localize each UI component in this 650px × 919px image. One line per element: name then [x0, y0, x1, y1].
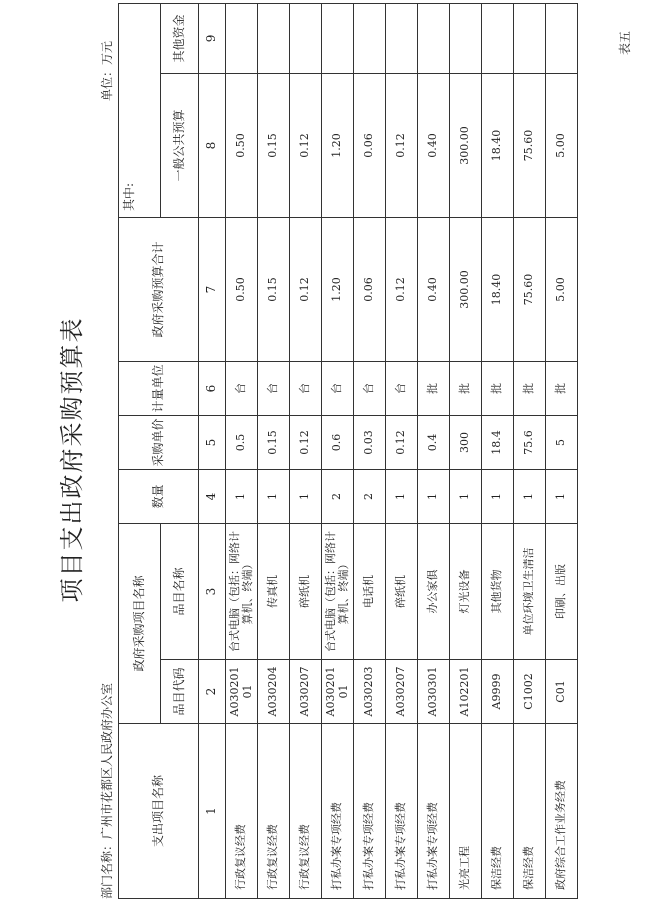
header-unit-price: 采购单价: [119, 415, 199, 469]
table-row: [258, 3, 290, 898]
cell-item-code: A030201​01: [226, 660, 258, 724]
cell-measure-unit: 台: [354, 361, 386, 415]
cell-budget-total: 0.50: [226, 217, 258, 361]
cell-item-title: 印刷、出版: [546, 523, 578, 659]
table-row: [514, 3, 546, 898]
column-number: 9: [199, 3, 226, 73]
cell-budget-total: 75.60: [514, 217, 546, 361]
cell-item-name: 打私办案专项经费: [322, 724, 354, 899]
header-quantity: 数量: [119, 469, 199, 523]
cell-item-title: 办公家俱: [418, 523, 450, 659]
cell-unit-price: 300: [450, 415, 482, 469]
cell-item-title: 电话机: [354, 523, 386, 659]
header-of-which: 其中:: [119, 3, 161, 217]
cell-general-budget: 1.20: [322, 73, 354, 217]
cell-item-code: A030204: [258, 660, 290, 724]
table-row: [482, 3, 514, 898]
cell-unit-price: 0.6: [322, 415, 354, 469]
header-general-budget: 一般公共预算: [161, 73, 199, 217]
cell-budget-total: 0.15: [258, 217, 290, 361]
cell-budget-total: 0.06: [354, 217, 386, 361]
department-name: 部门名称：广州市花都区人民政府办公室: [100, 682, 114, 899]
cell-budget-total: 0.12: [386, 217, 418, 361]
cell-other-funds: [290, 3, 322, 73]
cell-measure-unit: 批: [514, 361, 546, 415]
column-number: 3: [199, 523, 226, 659]
column-number: 2: [199, 660, 226, 724]
cell-measure-unit: 批: [418, 361, 450, 415]
header-item-title: 品目名称: [161, 523, 199, 659]
cell-item-code: A030301: [418, 660, 450, 724]
cell-measure-unit: 批: [546, 361, 578, 415]
cell-unit-price: 5: [546, 415, 578, 469]
cell-item-code: A030207: [290, 660, 322, 724]
cell-general-budget: 0.06: [354, 73, 386, 217]
cell-unit-price: 18.4: [482, 415, 514, 469]
cell-unit-price: 0.5: [226, 415, 258, 469]
cell-unit-price: 0.03: [354, 415, 386, 469]
cell-item-code: C01: [546, 660, 578, 724]
cell-other-funds: [482, 3, 514, 73]
cell-unit-price: 0.12: [386, 415, 418, 469]
header-item-code: 品目代码: [161, 660, 199, 724]
cell-item-name: 政府综合工作业务经费: [546, 724, 578, 899]
cell-budget-total: 0.40: [418, 217, 450, 361]
unit-label: 单位：万元: [100, 40, 114, 101]
cell-measure-unit: 台: [386, 361, 418, 415]
cell-quantity: 1: [514, 469, 546, 523]
header-budget-total: 政府采购预算合计: [119, 217, 199, 361]
table-row: [546, 3, 578, 898]
cell-item-code: A9999: [482, 660, 514, 724]
table-row: [418, 3, 450, 898]
cell-other-funds: [418, 3, 450, 73]
procurement-budget-table: [118, 3, 578, 899]
cell-unit-price: 75.6: [514, 415, 546, 469]
cell-item-title: 单位环境卫生清洁: [514, 523, 546, 659]
cell-budget-total: 5.00: [546, 217, 578, 361]
cell-measure-unit: 台: [226, 361, 258, 415]
cell-item-name: 打私办案专项经费: [386, 724, 418, 899]
column-number: 5: [199, 415, 226, 469]
cell-general-budget: 0.12: [290, 73, 322, 217]
cell-measure-unit: 台: [258, 361, 290, 415]
cell-budget-total: 18.40: [482, 217, 514, 361]
page-title: 项目支出政府采购预算表: [58, 316, 86, 603]
cell-item-name: 保洁经费: [514, 724, 546, 899]
cell-general-budget: 0.12: [386, 73, 418, 217]
column-number: 8: [199, 73, 226, 217]
cell-budget-total: 0.12: [290, 217, 322, 361]
cell-quantity: 1: [418, 469, 450, 523]
cell-budget-total: 1.20: [322, 217, 354, 361]
cell-item-title: 其他货物: [482, 523, 514, 659]
cell-measure-unit: 批: [450, 361, 482, 415]
cell-budget-total: 300.00: [450, 217, 482, 361]
cell-quantity: 2: [322, 469, 354, 523]
table-number-tag: 表五: [618, 30, 632, 55]
cell-item-title: 碎纸机: [386, 523, 418, 659]
cell-item-name: 打私办案专项经费: [418, 724, 450, 899]
header-item-name: 支出项目名称: [119, 724, 199, 899]
cell-quantity: 1: [386, 469, 418, 523]
header-measure-unit: 计量单位: [119, 361, 199, 415]
table-row: [450, 3, 482, 898]
table-row: [354, 3, 386, 898]
cell-quantity: 1: [450, 469, 482, 523]
cell-unit-price: 0.12: [290, 415, 322, 469]
cell-item-code: A030201​01: [322, 660, 354, 724]
table-row: [386, 3, 418, 898]
cell-quantity: 1: [546, 469, 578, 523]
cell-unit-price: 0.4: [418, 415, 450, 469]
cell-quantity: 1: [482, 469, 514, 523]
cell-other-funds: [546, 3, 578, 73]
cell-item-title: 传真机: [258, 523, 290, 659]
cell-unit-price: 0.15: [258, 415, 290, 469]
cell-measure-unit: 批: [482, 361, 514, 415]
header-procurement-group: 政府采购项目名称: [119, 523, 161, 723]
cell-general-budget: 300.00: [450, 73, 482, 217]
cell-measure-unit: 台: [322, 361, 354, 415]
cell-item-code: A030207: [386, 660, 418, 724]
cell-quantity: 1: [258, 469, 290, 523]
column-number-row: [199, 3, 226, 898]
cell-other-funds: [386, 3, 418, 73]
cell-item-code: A030203: [354, 660, 386, 724]
table-row: [226, 3, 258, 898]
table-body: [226, 3, 578, 898]
cell-item-name: 行政复议经费: [226, 724, 258, 899]
cell-item-name: 打私办案专项经费: [354, 724, 386, 899]
header-row-1: [119, 3, 161, 898]
cell-other-funds: [226, 3, 258, 73]
column-number: 4: [199, 469, 226, 523]
cell-item-title: 台式电脑（包括：网络计算机、终端）: [226, 523, 258, 659]
cell-item-name: 行政复议经费: [258, 724, 290, 899]
cell-item-code: A102201: [450, 660, 482, 724]
cell-general-budget: 5.00: [546, 73, 578, 217]
cell-quantity: 1: [226, 469, 258, 523]
cell-measure-unit: 台: [290, 361, 322, 415]
cell-item-title: 台式电脑（包括：网络计算机、终端）: [322, 523, 354, 659]
cell-item-title: 灯光设备: [450, 523, 482, 659]
cell-other-funds: [354, 3, 386, 73]
table-row: [322, 3, 354, 898]
cell-quantity: 2: [354, 469, 386, 523]
cell-other-funds: [514, 3, 546, 73]
cell-general-budget: 0.50: [226, 73, 258, 217]
cell-item-name: 行政复议经费: [290, 724, 322, 899]
cell-quantity: 1: [290, 469, 322, 523]
cell-item-name: 保洁经费: [482, 724, 514, 899]
cell-other-funds: [258, 3, 290, 73]
cell-item-name: 光亮工程: [450, 724, 482, 899]
column-number: 7: [199, 217, 226, 361]
cell-general-budget: 0.40: [418, 73, 450, 217]
cell-other-funds: [322, 3, 354, 73]
table-row: [290, 3, 322, 898]
cell-item-title: 碎纸机: [290, 523, 322, 659]
cell-general-budget: 75.60: [514, 73, 546, 217]
column-number: 6: [199, 361, 226, 415]
header-other-funds: 其他资金: [161, 3, 199, 73]
column-number: 1: [199, 724, 226, 899]
cell-other-funds: [450, 3, 482, 73]
cell-item-code: C1002: [514, 660, 546, 724]
cell-general-budget: 18.40: [482, 73, 514, 217]
cell-general-budget: 0.15: [258, 73, 290, 217]
